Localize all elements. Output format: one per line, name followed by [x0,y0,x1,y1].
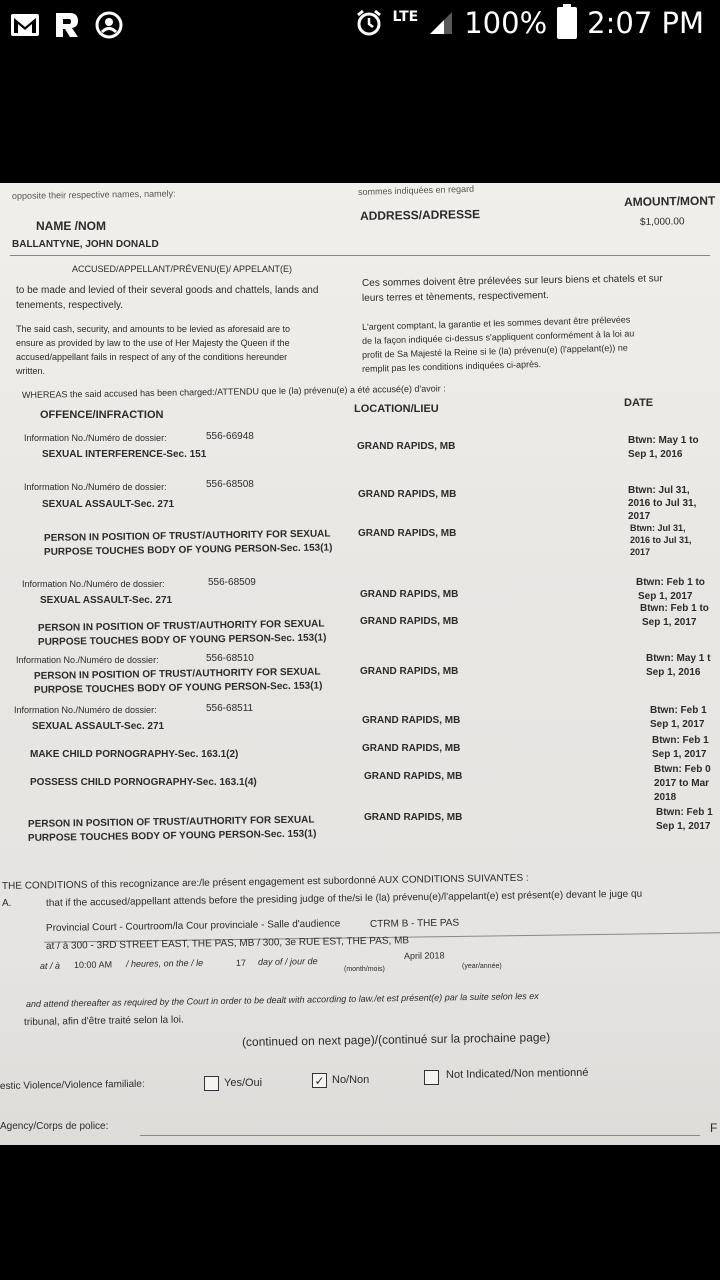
tribunal-line: tribunal, afin d'être traité selon la loi. [23,1014,184,1028]
corner-letter: F [710,1121,718,1135]
yes-option-label: Yes/Oui [224,1077,263,1089]
para2-en-line1: The said cash, security, and amounts to be levied as aforesaid are to [16,324,290,334]
location-9: GRAND RAPIDS, MB [364,771,463,782]
location-2: GRAND RAPIDS, MB [358,489,457,500]
condition-a-letter: A. [2,898,12,909]
date-5-line2: Sep 1, 2017 [642,617,697,628]
date-3-line3: 2017 [630,547,651,557]
bottom-black-area [0,1145,720,1280]
alarm-icon [355,9,383,37]
info-label-5: Information No./Numéro de dossier: [14,705,157,715]
para2-en-line4: written. [16,366,46,376]
para2-fr-line1: L'argent comptant, la garantie et les sommes devant être prélevées [361,314,631,332]
time-mid-label: / heures, on the / le [125,957,204,969]
offence-4: SEXUAL ASSAULT-Sec. 271 [40,595,173,606]
offence-6-line2: PURPOSE TOUCHES BODY OF YOUNG PERSON-Sec. 153(1) [33,680,323,696]
para2-fr-line3: profit de Sa Majesté la Reine si le (la) prévenu(e) (l'appelant(e)) ne [361,342,628,360]
offence-header: OFFENCE/INFRACTION [40,409,164,421]
court-line: Provincial Court - Courtroom/la Cour provinciale - Salle d'audience [45,918,341,934]
info-number-5: 556-68511 [206,703,254,714]
checkmark-icon: ✓ [314,1073,325,1088]
date-7-line2: Sep 1, 2017 [650,719,705,730]
para2-fr-line4: remplit pas les conditions indiquées ci-après. [361,359,542,374]
domestic-violence-label: estic Violence/Violence familiale: [0,1078,145,1092]
para1-fr-line2: leurs terres et tènements, respectivement. [361,290,549,304]
info-label-2: Information No./Numéro de dossier: [24,482,167,492]
accused-name: BALLANTYNE, JOHN DONALD [12,239,159,250]
status-bar [0,0,720,50]
offence-1: SEXUAL INTERFERENCE-Sec. 151 [42,449,207,460]
top-left-fragment: opposite their respective names, namely: [11,188,176,201]
conditions-heading: THE CONDITIONS of this recognizance are:/le présent engagement est subordonné AUX CONDITIONS SUIVANTES : [1,872,529,892]
para2-fr-line2: de la façon indiquée ci-dessus s'appliquent conformément à la loi au [361,328,635,346]
document-photo [0,183,720,1145]
offence-10-line2: PURPOSE TOUCHES BODY OF YOUNG PERSON-Sec. 153(1) [27,828,317,844]
no-checkbox[interactable] [312,1073,327,1088]
name-underline [10,255,710,256]
date-9-line3: 2018 [654,792,677,803]
offence-10-line1: PERSON IN POSITION OF TRUST/AUTHORITY FOR SEXUAL [27,814,315,830]
amount-header: AMOUNT/MONT [623,193,716,209]
date-4-line2: Sep 1, 2017 [638,591,693,602]
yes-checkbox[interactable] [204,1076,219,1091]
agency-underline [140,1135,700,1136]
location-6: GRAND RAPIDS, MB [360,666,459,677]
time-value: 10:00 AM [73,959,113,970]
accused-label: ACCUSED/APPELLANT/PRÉVENU(E)/ APPELANT(E) [72,264,293,274]
signal-icon [428,10,454,36]
para2-en-line2: ensure as provided by law to the use of Her Majesty the Queen if the [16,338,290,348]
not-indicated-label: Not Indicated/Non mentionné [445,1066,589,1081]
time-prefix: at / à [39,960,61,971]
no-option-label: No/Non [332,1074,370,1086]
clock: 2:07 PM [587,6,704,40]
date-2-line1: Btwn: Jul 31, [628,485,690,496]
location-3: GRAND RAPIDS, MB [358,528,457,539]
month-label: (month/mois) [344,966,385,973]
offence-2: SEXUAL ASSAULT-Sec. 271 [42,499,175,510]
date-9-line1: Btwn: Feb 0 [654,764,711,775]
name-header: NAME /NOM [36,219,106,233]
date-3-line2: 2016 to Jul 31, [630,535,692,545]
info-number-4: 556-68510 [206,653,254,664]
date-7-line1: Btwn: Feb 1 [650,705,707,716]
para1-en-line2: tenements, respectively. [16,300,124,311]
day-value: 17 [235,957,247,968]
date-1-line2: Sep 1, 2016 [628,449,683,460]
date-3-line1: Btwn: Jul 31, [630,523,686,533]
location-1: GRAND RAPIDS, MB [357,441,456,452]
date-8-line1: Btwn: Feb 1 [652,735,709,746]
court-room: CTRM B - THE PAS [369,917,460,930]
date-6-line1: Btwn: May 1 t [646,653,711,664]
offence-3-line1: PERSON IN POSITION OF TRUST/AUTHORITY FOR SEXUAL [43,528,331,544]
location-10: GRAND RAPIDS, MB [364,812,463,823]
gmail-icon [10,10,40,40]
network-type: LTE [392,9,419,25]
location-5: GRAND RAPIDS, MB [360,616,459,627]
date-6-line2: Sep 1, 2016 [646,667,701,678]
continued-note: (continued on next page)/(continué sur la prochaine page) [241,1030,551,1049]
para1-en-line1: to be made and levied of their several goods and chattels, lands and [16,285,319,296]
not-indicated-checkbox[interactable] [424,1070,439,1085]
offence-5-line2: PURPOSE TOUCHES BODY OF YOUNG PERSON-Sec. 153(1) [37,632,327,648]
location-7: GRAND RAPIDS, MB [362,715,461,726]
info-number-2: 556-68508 [206,479,254,490]
r-app-icon [52,10,82,40]
whereas-line: WHEREAS the said accused has been charged:/ATTENDU que le (la) prévenu(e) a été accusé(e) d'avoir : [21,383,446,400]
battery-percent: 100% [464,6,548,40]
location-4: GRAND RAPIDS, MB [360,589,459,600]
address-header: ADDRESS/ADRESSE [359,207,481,223]
top-mid-fragment: sommes indiquées en regard [357,183,475,197]
info-number-1: 556-66948 [206,431,254,442]
date-header: DATE [624,397,654,409]
location-8: GRAND RAPIDS, MB [362,743,461,754]
offence-3-line2: PURPOSE TOUCHES BODY OF YOUNG PERSON-Sec. 153(1) [43,542,333,558]
date-2-line2: 2016 to Jul 31, [628,498,697,509]
address-line: at / à 300 - 3RD STREET EAST, THE PAS, MB / 300, 3e RUE EST, THE PAS, MB [45,935,410,952]
info-number-3: 556-68509 [208,577,256,588]
location-header: LOCATION/LIEU [354,403,439,415]
date-5-line1: Btwn: Feb 1 to [640,603,709,614]
month-value: April 2018 [403,950,445,961]
para2-en-line3: accused/appellant fails in respect of any of the conditions hereunder [16,352,288,362]
offence-6-line1: PERSON IN POSITION OF TRUST/AUTHORITY FOR SEXUAL [33,666,321,682]
info-label-4: Information No./Numéro de dossier: [16,655,159,665]
offence-7: SEXUAL ASSAULT-Sec. 271 [32,721,165,732]
date-1-line1: Btwn: May 1 to [628,435,699,446]
day-label: day of / jour de [257,956,318,967]
date-10-line2: Sep 1, 2017 [656,821,711,832]
battery-icon [557,7,577,39]
date-2-line3: 2017 [628,511,651,522]
info-label-3: Information No./Numéro de dossier: [22,579,165,589]
date-9-line2: 2017 to Mar [654,778,710,789]
offence-5-line1: PERSON IN POSITION OF TRUST/AUTHORITY FOR SEXUAL [37,618,325,634]
condition-a-text: that if the accused/appellant attends before the presiding judge of the/si le (la) prévenu(e)/l'appelant(e) est présent(e) devant le juge qu [45,888,643,909]
date-10-line1: Btwn: Feb 1 [656,807,713,818]
date-8-line2: Sep 1, 2017 [652,749,707,760]
offence-8: MAKE CHILD PORNOGRAPHY-Sec. 163.1(2) [30,749,239,760]
offence-9: POSSESS CHILD PORNOGRAPHY-Sec. 163.1(4) [30,777,257,788]
para1-fr-line1: Ces sommes doivent être prélevées sur leurs biens et chatels et sur [361,273,663,289]
year-label: (year/année) [462,963,502,970]
agency-label: Agency/Corps de police: [0,1121,109,1132]
amount-value: $1,000.00 [639,216,685,228]
account-circle-icon [94,10,124,40]
attend-line: and attend thereafter as required by the Court in order to be dealt with according to law./et est présent(e) par la suite selon les ex [25,990,539,1009]
info-label-1: Information No./Numéro de dossier: [24,433,167,443]
date-4-line1: Btwn: Feb 1 to [636,577,705,588]
